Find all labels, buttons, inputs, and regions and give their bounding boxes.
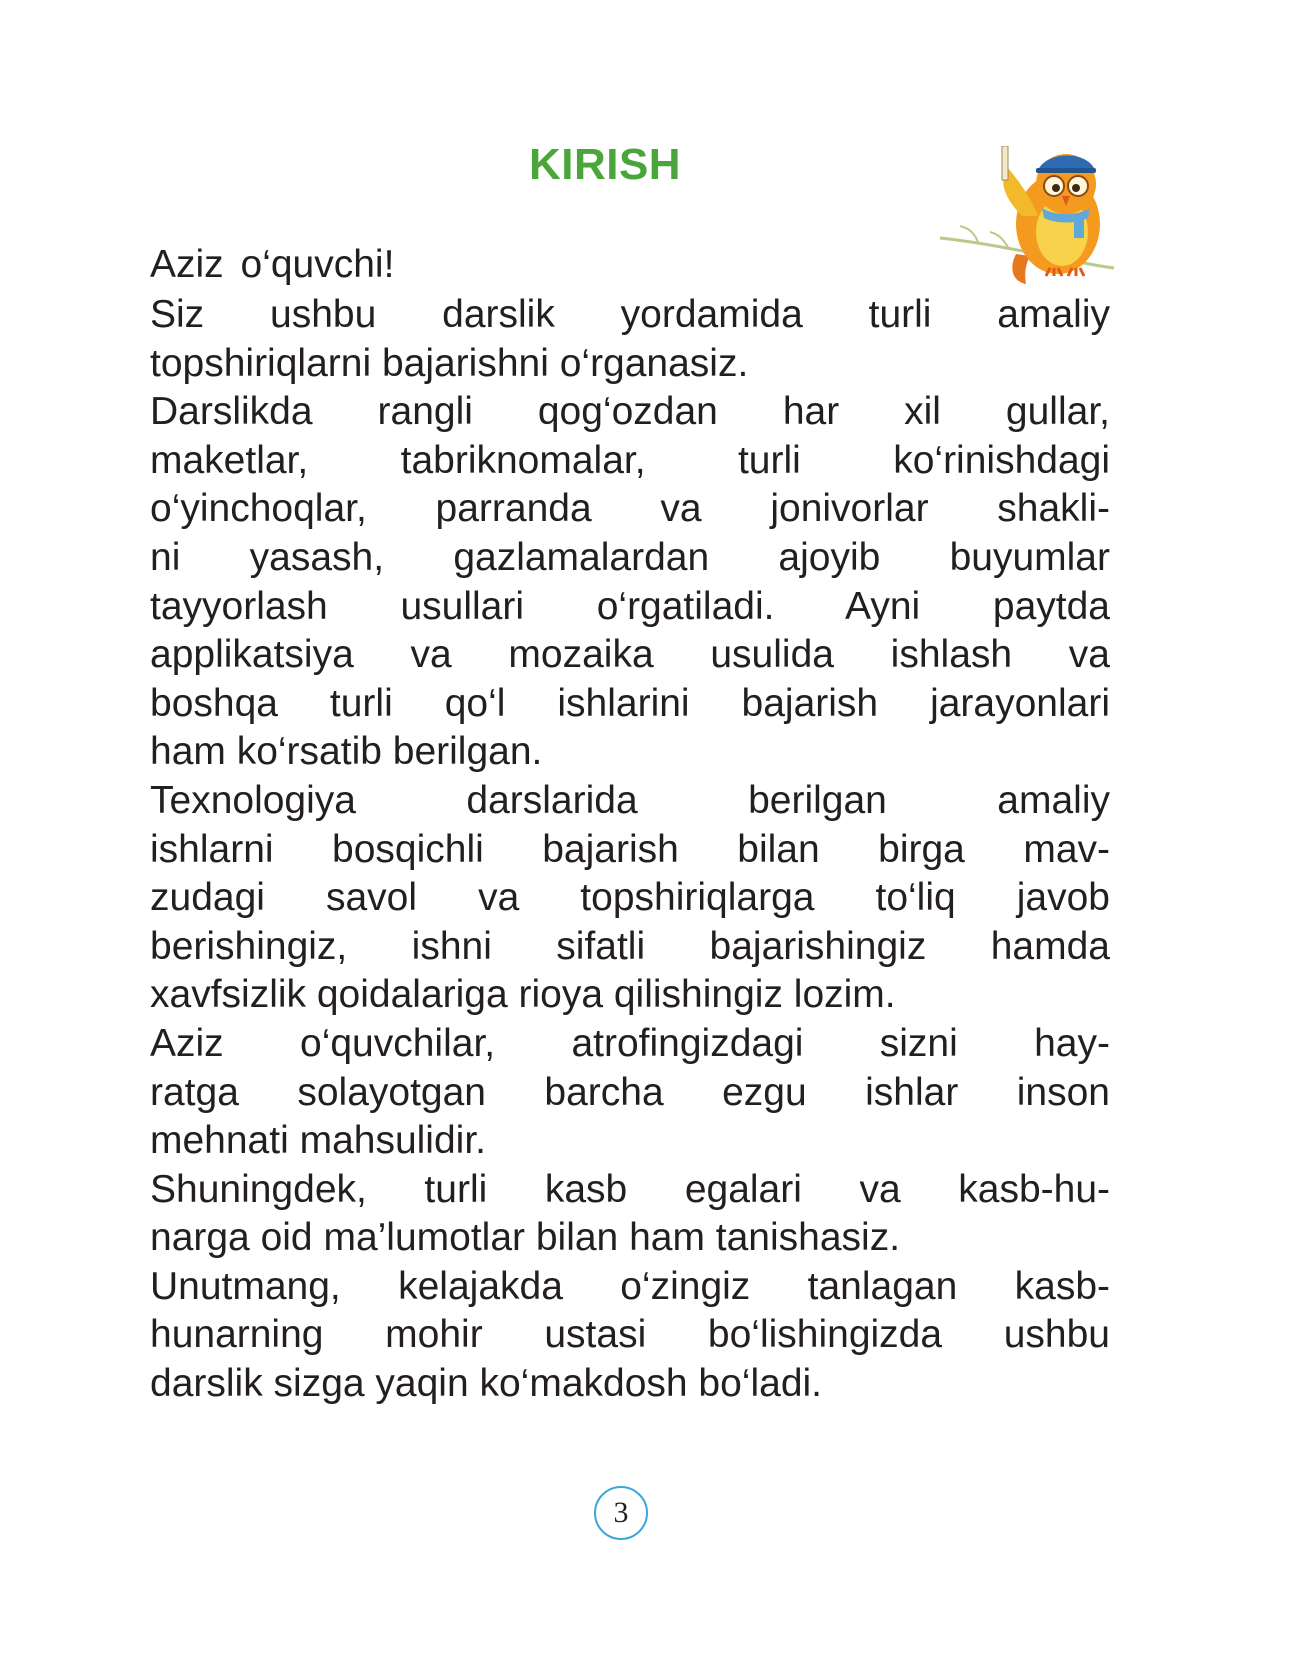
text-line: o‘yinchoqlar, parranda va jonivorlar shakli- xyxy=(150,487,1110,531)
text-line: Aziz o‘quvchilar, atrofingizdagi sizni hay- xyxy=(150,1021,1110,1065)
paragraph-2 xyxy=(104,388,1110,777)
text-line: hunarning mohir ustasi bo‘lishingizda ushbu xyxy=(150,1313,1110,1357)
paragraph-4 xyxy=(104,1020,1110,1166)
text-line: darslik sizga yaqin ko‘makdosh bo‘ladi. xyxy=(150,1362,823,1406)
text-line: Texnologiya darslarida berilgan amaliy xyxy=(150,778,1110,822)
text-line: narga oid ma’lumotlar bilan ham tanishasiz. xyxy=(150,1216,901,1260)
text-line: Unutmang, kelajakda o‘zingiz tanlagan kasb- xyxy=(150,1264,1110,1308)
text-line: tayyorlash usullari o‘rgatiladi. Ayni paytda xyxy=(150,584,1110,628)
text-line: Siz ushbu darslik yordamida turli amaliy xyxy=(150,293,1110,336)
paragraph-6 xyxy=(104,1263,1110,1409)
page-number: 3 xyxy=(594,1486,648,1540)
text-line: applikatsiya va mozaika usulida ishlash va xyxy=(150,633,1110,677)
text-line: Shuningdek, turli kasb egalari va kasb-hu- xyxy=(150,1167,1110,1211)
text-line: mehnati mahsulidir. xyxy=(150,1119,486,1163)
text-line: topshiriqlarni bajarishni o‘rganasiz. xyxy=(150,341,749,385)
greeting: Aziz o‘quvchi! xyxy=(150,243,395,286)
text-line: ishlarni bosqichli bajarish bilan birga mav- xyxy=(150,827,1110,871)
text-line: berishingiz, ishni sifatli bajarishingiz hamda xyxy=(150,924,1110,968)
text-line: ni yasash, gazlamalardan ajoyib buyumlar xyxy=(150,535,1110,579)
page-title: KIRISH xyxy=(528,140,682,189)
owl-with-pencil-icon xyxy=(938,146,1114,286)
text-line: Darslikda rangli qog‘ozdan har xil gullar, xyxy=(150,390,1110,434)
body-text xyxy=(104,291,1110,1409)
text-line: xavfsizlik qoidalariga rioya qilishingiz lozim. xyxy=(150,973,896,1017)
paragraph-1 xyxy=(104,291,1110,388)
text-line: maketlar, tabriknomalar, turli ko‘rinishdagi xyxy=(150,438,1110,482)
text-line: boshqa turli qo‘l ishlarini bajarish jarayonlari xyxy=(150,681,1110,725)
text-line: ratga solayotgan barcha ezgu ishlar inson xyxy=(150,1070,1110,1114)
text-line: ham ko‘rsatib berilgan. xyxy=(150,730,543,774)
paragraph-5 xyxy=(104,1166,1110,1263)
paragraph-3 xyxy=(104,777,1110,1020)
text-line: zudagi savol va topshiriqlarga to‘liq javob xyxy=(150,876,1110,920)
